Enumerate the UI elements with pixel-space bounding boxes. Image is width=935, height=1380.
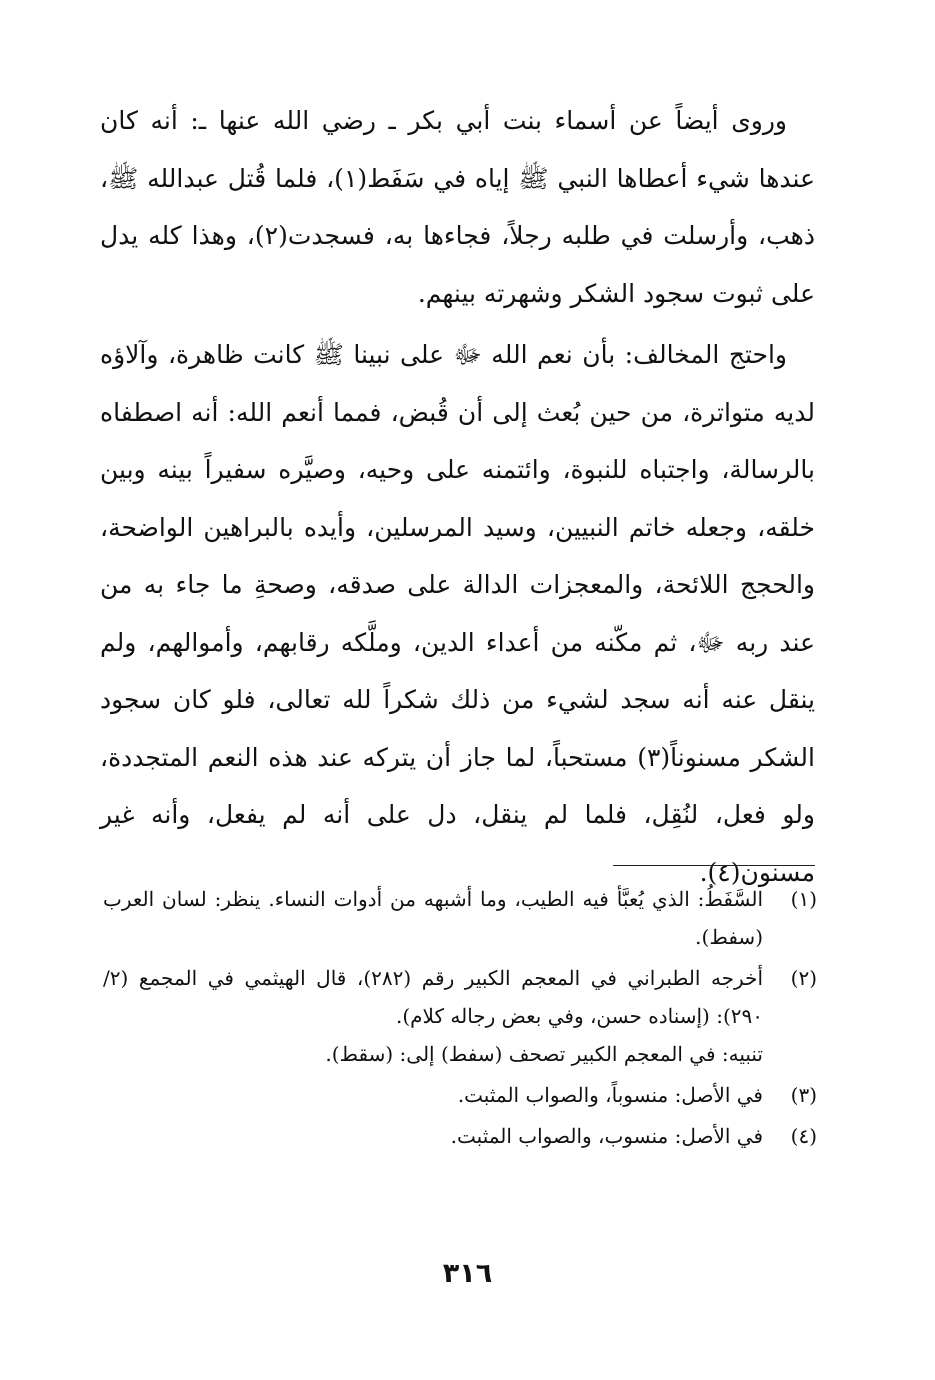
footnote-line: تنبيه: في المعجم الكبير تصحف (سفط) إلى: (سقط). <box>325 1042 763 1066</box>
footnote-line: في الأصل: منسوباً، والصواب المثبت. <box>457 1083 763 1107</box>
footnote-number: (٤) <box>790 1124 817 1148</box>
footnote-number: (٢) <box>790 966 817 990</box>
footnote-1 <box>103 880 817 956</box>
paragraph: وروى أيضاً عن أسماء بنت أبي بكر ـ رضي الله عنها ـ: أنه كان عندها شيء أعطاها النبي ﷺ إياه في سَفَط(١)، فلما قُتل عبدالله ﷺ، ذهب، وأرسلت في طلبه رجلاً، فجاءها به، فسجدت(٢)، وهذا كله يدل على ثبوت سجود الشكر وشهرته بينهم. <box>100 106 816 308</box>
main-text <box>100 92 815 901</box>
footnote-3 <box>103 1076 817 1114</box>
footnote-text <box>103 1117 763 1155</box>
footnote-line: في الأصل: منسوب، والصواب المثبت. <box>450 1124 763 1148</box>
footnotes <box>103 880 817 1158</box>
paragraph: واحتج المخالف: بأن نعم الله ﷻ على نبينا ﷺ كانت ظاهرة، وآلاؤه لديه متواترة، من حين بُعث إلى أن قُبض، فمما أنعم الله: أنه اصطفاه بالرسالة، واجتباه للنبوة، وائتمنه على وحيه، وصيَّره سفيراً بينه وبين خلقه، وجعله خاتم النبيين، وسيد المرسلين، وأيده بالبراهين الواضحة، والحجج اللائحة، والمعجزات الدالة على صدقه، وصحةِ ما جاء به من عند ربه ﷻ، ثم مكّنه من أعداء الدين، وملَّكه رقابهم، وأموالهم، ولم ينقل عنه أنه سجد لشيء من ذلك شكراً لله تعالى، فلو كان سجود الشكر مسنوناً(٣) مستحباً، لما جاز أن يتركه عند هذه النعم المتجددة، ولو فعل، لنُقِل، فلما لم ينقل، دل على أنه لم يفعل، وأنه غير مسنون(٤). <box>100 340 815 887</box>
footnote-line: أخرجه الطبراني في المعجم الكبير رقم (٢٨٢)، قال الهيثمي في المجمع (٢/ ٢٩٠): (إسناده حسن، وفي بعض رجاله كلام). <box>103 966 763 1028</box>
footnote-text <box>103 880 763 956</box>
footnote-text <box>103 959 763 1073</box>
footnote-line: السَّفَطُ: الذي يُعبَّأ فيه الطيب، وما أشبهه من أدوات النساء. ينظر: لسان العرب (سفط). <box>103 887 763 949</box>
footnote-4 <box>103 1117 817 1155</box>
footnote-separator <box>613 865 815 866</box>
footnote-2 <box>103 959 817 1073</box>
page-number: ٣١٦ <box>442 1258 493 1289</box>
footnote-text <box>103 1076 763 1114</box>
footnote-number: (١) <box>790 887 817 911</box>
footnote-number: (٣) <box>790 1083 817 1107</box>
